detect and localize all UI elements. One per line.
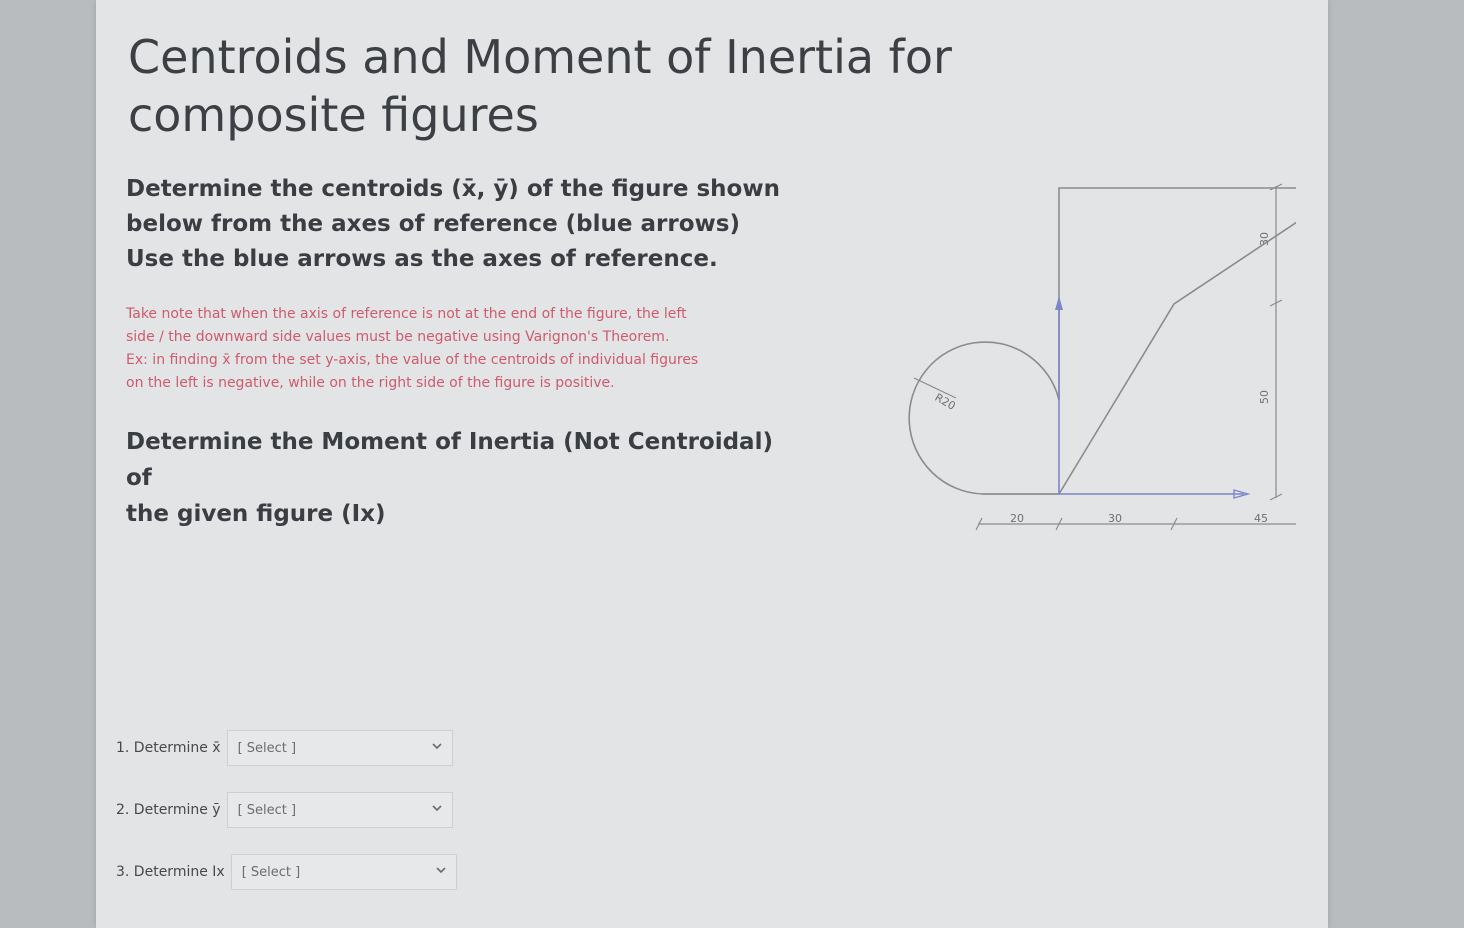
- xbar-select[interactable]: [227, 730, 453, 766]
- inertia-question-line-1: Determine the Moment of Inertia (Not Centroidal) of: [126, 429, 773, 491]
- dim-bottom-30: 30: [1108, 512, 1122, 525]
- answer-label-ybar: 2. Determine ȳ: [116, 802, 221, 818]
- answer-row-xbar: [116, 730, 453, 766]
- chevron-down-icon: [430, 801, 444, 815]
- xbar-select-value: [ Select ]: [237, 740, 297, 756]
- dim-bottom-45: 45: [1254, 512, 1268, 525]
- note-line-3: Ex: in finding x̄ from the set y-axis, the value of the centroids of individual figures: [126, 352, 699, 368]
- vertical-dimension: [1256, 176, 1304, 516]
- y-axis-arrowhead: [1055, 296, 1063, 310]
- ybar-select[interactable]: [227, 792, 453, 828]
- note-line-1: Take note that when the axis of reference is not at the end of the figure, the left: [126, 306, 687, 322]
- inertia-question: [126, 424, 806, 532]
- ybar-select-value: [ Select ]: [237, 802, 297, 818]
- answer-label-xbar: 1. Determine x̄: [116, 740, 221, 756]
- ix-select-value: [ Select ]: [241, 864, 301, 880]
- dim-right-50: 50: [1258, 390, 1271, 404]
- composite-figure: [796, 168, 1296, 548]
- chevron-down-icon: [430, 739, 444, 753]
- answer-label-ix: 3. Determine Ix: [116, 864, 225, 880]
- note-line-4: on the left is negative, while on the right side of the figure is positive.: [126, 375, 615, 391]
- note-line-2: side / the downward side values must be negative using Varignon's Theorem.: [126, 329, 670, 345]
- varignon-note: [126, 303, 786, 395]
- centroid-question: [126, 172, 786, 277]
- semicircle-outline: [909, 342, 1059, 494]
- centroid-question-line-1: Determine the centroids (x̄, ȳ) of the figure shown: [126, 176, 780, 202]
- answer-row-ix: [116, 854, 457, 890]
- dim-bottom-20: 20: [1010, 512, 1024, 525]
- quiz-page: [96, 0, 1328, 928]
- inertia-question-line-2: the given figure (Ix): [126, 501, 386, 527]
- centroid-question-line-3: Use the blue arrows as the axes of reference.: [126, 246, 718, 272]
- dim-right-30: 30: [1258, 232, 1271, 246]
- answer-row-ybar: [116, 792, 453, 828]
- page-title: Centroids and Moment of Inertia for composite figures: [128, 30, 952, 142]
- radius-label: R20: [932, 390, 958, 413]
- ix-select[interactable]: [231, 854, 457, 890]
- centroid-question-line-2: below from the axes of reference (blue arrows): [126, 211, 740, 237]
- chevron-down-icon: [434, 863, 448, 877]
- radius-leader: [914, 378, 956, 398]
